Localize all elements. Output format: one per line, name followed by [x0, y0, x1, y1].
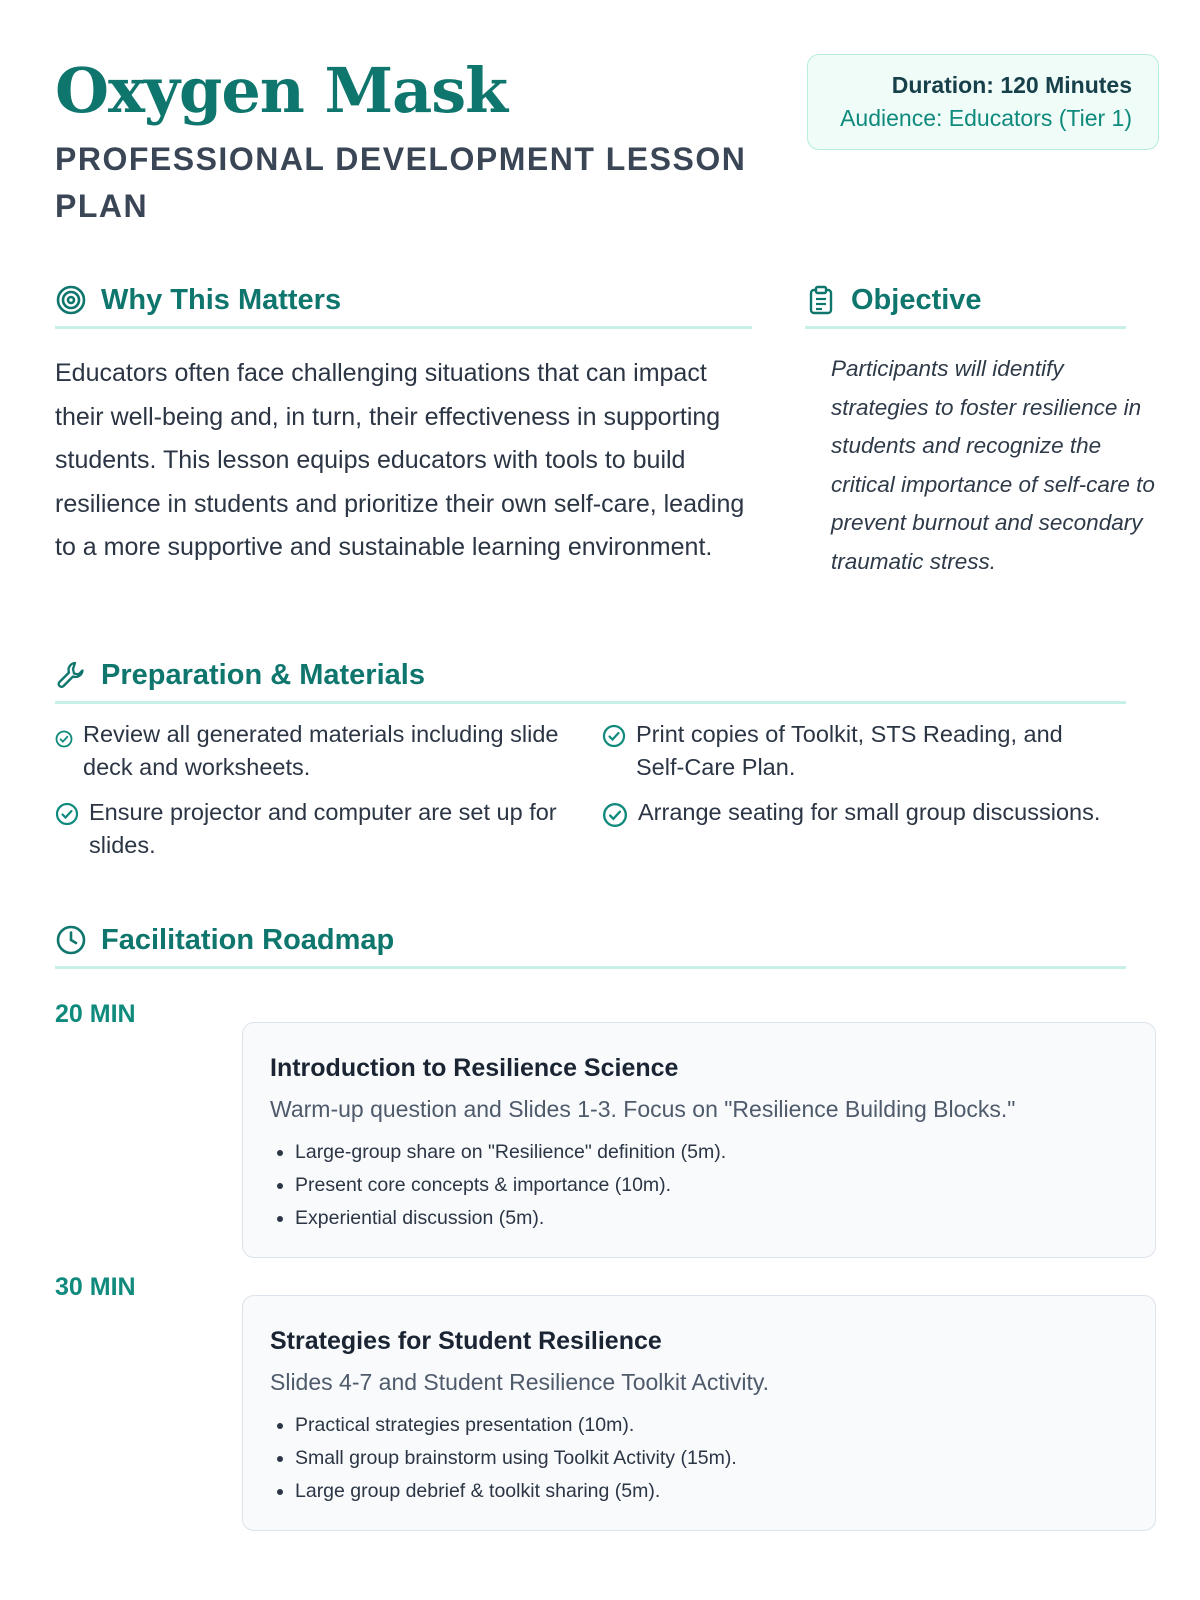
page-subtitle: PROFESSIONAL DEVELOPMENT LESSON PLAN — [55, 141, 747, 224]
check-circle-icon — [55, 802, 79, 835]
objective-heading — [805, 280, 1126, 329]
clipboard-icon — [805, 284, 837, 316]
card-bullet: • Small group brainstorm using Toolkit Activity (15m). — [295, 1442, 1128, 1475]
header — [55, 52, 775, 230]
card-bullet: • Experiential discussion (5m). — [295, 1202, 1128, 1235]
prep-heading-label: Preparation & Materials — [101, 659, 425, 691]
card-title: Introduction to Resilience Science — [270, 1054, 679, 1082]
prep-item — [602, 718, 1102, 784]
target-icon — [55, 284, 87, 316]
card-title: Strategies for Student Resilience — [270, 1327, 662, 1355]
prep-item — [55, 796, 580, 862]
card-bullet: • Present core concepts & importance (10m). — [295, 1169, 1128, 1202]
card-bullet-list — [270, 1409, 1128, 1508]
check-circle-icon — [602, 724, 626, 757]
objective-heading-label: Objective — [851, 284, 982, 316]
wrench-icon — [55, 659, 87, 691]
prep-item-text: Print copies of Toolkit, STS Reading, and Self-Care Plan. — [636, 721, 1063, 780]
prep-heading — [55, 655, 1126, 704]
why-heading — [55, 280, 752, 329]
why-paragraph: Educators often face challenging situations that can impact their well-being and, in turn, their effectiveness in supporting students. This lesson equips educators with tools to build resilience in students and prioritize their own self-care, leading to a more supportive and sustainable learning environment. — [55, 359, 745, 561]
duration-text: Duration: 120 Minutes — [891, 72, 1132, 98]
card-description: Slides 4-7 and Student Resilience Toolkit Activity. — [270, 1369, 770, 1395]
meta-box — [807, 54, 1159, 150]
roadmap-heading-label: Facilitation Roadmap — [101, 924, 395, 956]
clock-icon — [55, 924, 87, 956]
block-time: 20 MIN — [55, 1000, 136, 1028]
card-bullet: • Large group debrief & toolkit sharing (5m). — [295, 1475, 1128, 1508]
card-bullet: • Practical strategies presentation (10m). — [295, 1409, 1128, 1442]
roadmap-card — [242, 1022, 1156, 1258]
prep-item — [55, 718, 580, 784]
why-heading-label: Why This Matters — [101, 284, 342, 316]
prep-item-text: Arrange seating for small group discussions. — [638, 799, 1101, 825]
check-circle-icon — [602, 802, 628, 837]
card-description: Warm-up question and Slides 1-3. Focus on "Resilience Building Blocks." — [270, 1096, 1016, 1122]
card-bullet-list — [270, 1136, 1128, 1235]
card-bullet: • Large-group share on "Resilience" definition (5m). — [295, 1136, 1128, 1169]
roadmap-heading — [55, 920, 1126, 969]
audience-text: Audience: Educators (Tier 1) — [840, 105, 1132, 131]
page-title: Oxygen Mask — [55, 54, 508, 127]
prep-item-text: Ensure projector and computer are set up for slides. — [89, 799, 557, 858]
prep-item — [602, 796, 1142, 837]
check-circle-icon — [55, 724, 73, 757]
objective-paragraph: Participants will identify strategies to foster resilience in students and recognize the critical importance of self-care to prevent burnout and secondary traumatic stress. — [831, 356, 1155, 574]
roadmap-card — [242, 1295, 1156, 1531]
prep-item-text: Review all generated materials including slide deck and worksheets. — [83, 721, 559, 780]
block-time: 30 MIN — [55, 1273, 136, 1301]
